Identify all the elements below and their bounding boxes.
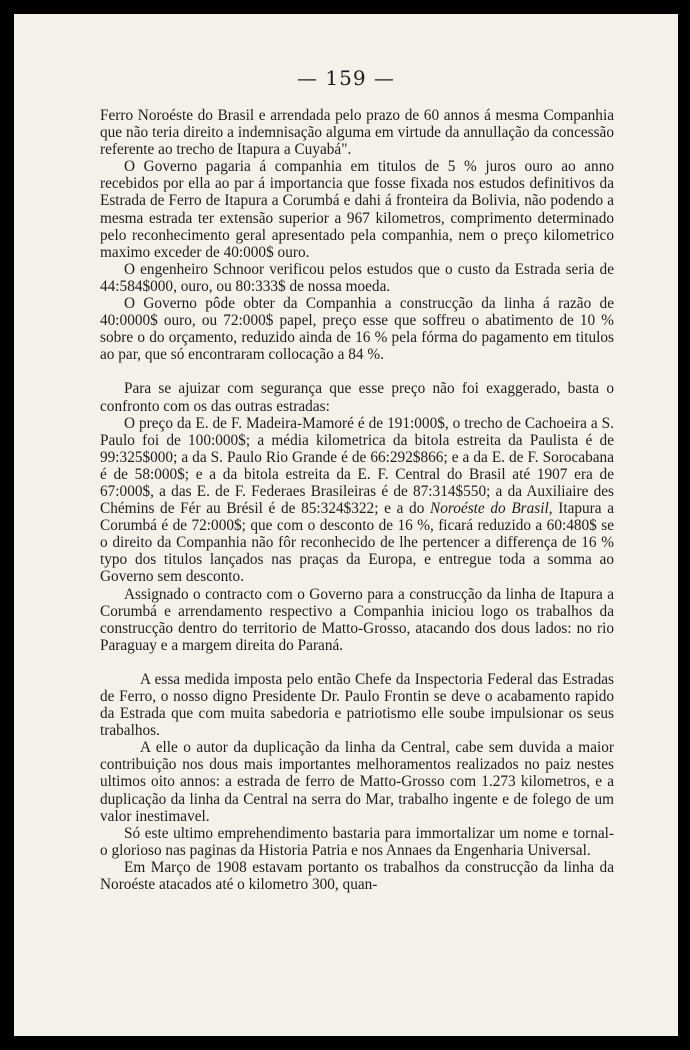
page-number: — 159 —: [297, 66, 395, 90]
italic-phrase: Noroéste do Brasil: [430, 500, 549, 518]
paragraph: Só este ultimo emprehendimento bastaria para immortalizar um nome e tornal-o glorioso nas paginas da Historia Patria e nos Annaes da Engenharia Universal.: [100, 824, 614, 859]
scanned-page: [14, 14, 678, 1036]
paragraph: O Governo pôde obter da Companhia a construcção da linha á razão de 40:0000$ ouro, ou 72:000$ papel, preço esse que soffreu o abatimento de 10 % sobre o do orçamento, reduzido ainda de 16 % pela fórma do pagamento em titulos ao par, que só encontraram collocação a 84 %.: [100, 295, 614, 364]
paragraph: O preço da E. de F. Madeira-Mamoré é de 191:000$, o trecho de Cachoeira a S. Paulo foi de 100:000$; a média kilometrica da bitola estreita da Paulista é de 99:325$000; a da S. Paulo Rio Grande é de 66:292$866; e a da E. de F. Sorocabana é de 58:000$; e a da bitola estreita da E. F. Central do Brasil até 1907 era de 67:000$, a das E. de F. Federaes Brasileiras é de 87:314$550; a da Auxiliaire des Chémins de Fér au Brésil é de 85:324$322; e a do Noroéste do Brasil, Itapura a Corumbá é de 72:000$; que com o desconto de 16 %, ficará reduzido a 60:480$ se o direito da Companhia não fôr reconhecido de lhe pertencer a differença de 16 % typo dos titulos lançados nas praças da Europa, e entregue toda a somma ao Governo sem desconto.: [100, 414, 615, 586]
paragraph: O engenheiro Schnoor verificou pelos estudos que o custo da Estrada seria de 44:584$000, ouro, ou 80:333$ de nossa moeda.: [100, 260, 614, 295]
paragraph: Assignado o contracto com o Governo para a construcção da linha de Itapura a Corumbá e arrendamento respectivo a Companhia iniciou logo os trabalhos da construcção dentro do territorio de Matto-Grosso, atacando dos dous lados: no rio Paraguay e a margem direita do Paraná.: [100, 585, 614, 654]
paragraph: Em Março de 1908 estavam portanto os trabalhos da construcção da linha da Noroéste atacados até o kilometro 300, quan-: [100, 858, 614, 894]
paragraph: Para se ajuizar com segurança que esse preço não foi exaggerado, basta o confronto com os das outras estradas:: [100, 380, 614, 415]
paragraph: Ferro Noroéste do Brasil e arrendada pelo prazo de 60 annos á mesma Companhia que não teria direito a indemnisação alguma em virtude da annullação da concessão referente ao trecho de Itapura a Cuyabá".: [100, 107, 614, 159]
paragraph: O Governo pagaria á companhia em titulos de 5 % juros ouro ao anno recebidos por ella ao par á importancia que fosse fixada nos estudos definitivos da Estrada de Ferro de Itapura a Corumbá e dahi á fronteira da Bolivia, não podendo a mesma estrada ter extensão superior a 967 kilometros, comprimento determinado pelo reconhecimento geral apresentado pela companhia, nem o preço kilometrico maximo exceder de 40:000$ ouro.: [100, 158, 614, 261]
paragraph: A essa medida imposta pelo então Chefe da Inspectoria Federal das Estradas de Ferro, o nosso digno Presidente Dr. Paulo Frontin se deve o acabamento rapido da Estrada que com muita sabedoria e patriotismo elle soube impulsionar os seus trabalhos.: [100, 670, 614, 740]
body-text: [100, 107, 614, 893]
paragraph: A elle o autor da duplicação da linha da Central, cabe sem duvida a maior contribuição nos dous mais importantes melhoramentos realizados no paiz nestes ultimos oito annos: a estrada de ferro de Matto-Grosso com 1.273 kilometros, e a duplicação da linha da Central na serra do Mar, trabalho ingente e de folego de um valor inestimavel.: [100, 739, 614, 825]
